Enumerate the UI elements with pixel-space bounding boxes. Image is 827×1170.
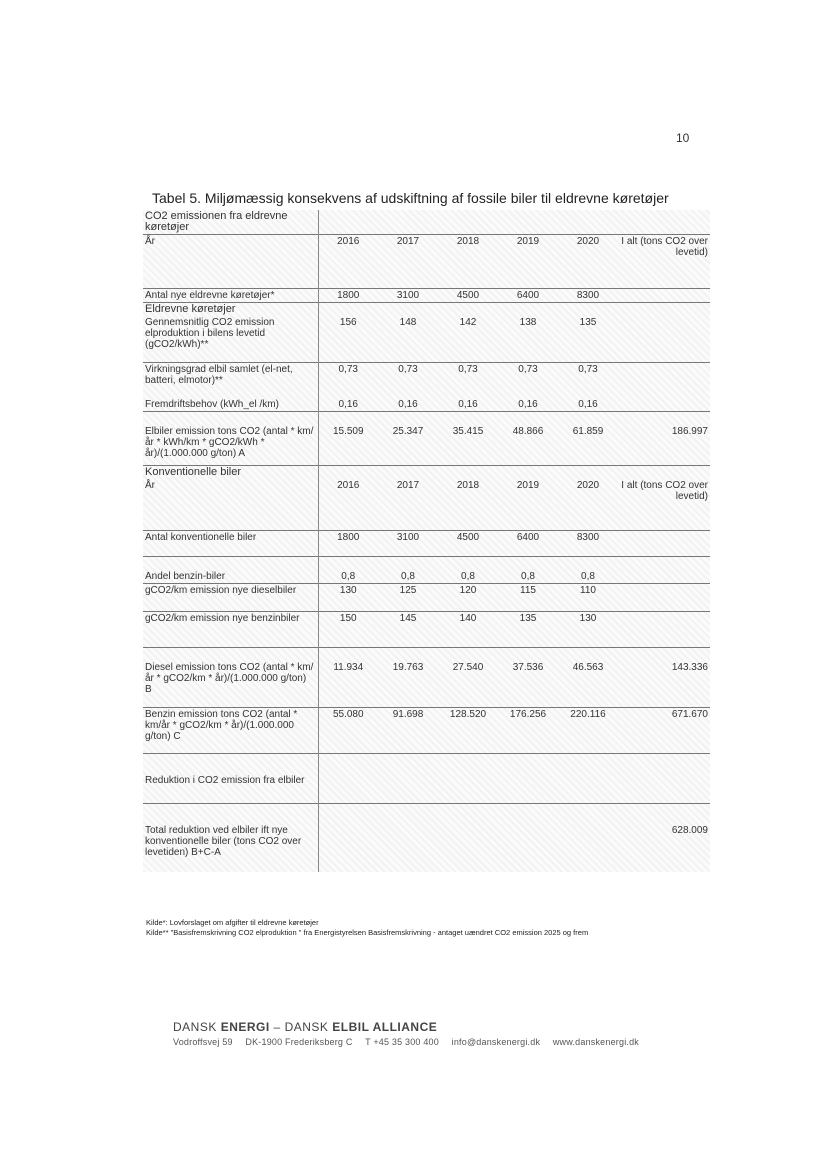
table-cell: 135 — [579, 317, 597, 328]
table-row — [143, 210, 710, 235]
row-label: Total reduktion ved elbiler ift nye konventionelle biler (tons CO2 over levetiden) B+C-A — [143, 824, 318, 872]
table-cell: 138 — [519, 317, 537, 328]
table-cell: 11.934 — [333, 662, 364, 673]
table-row — [143, 648, 710, 662]
table-cell: 19.763 — [392, 662, 424, 673]
row-label: gCO2/km emission nye dieselbiler — [143, 584, 318, 612]
year-cell: 2020 — [558, 235, 618, 289]
table-cell: 3100 — [378, 531, 438, 557]
row-label: gCO2/km emission nye benzinbiler — [143, 612, 318, 648]
table-cell: 8300 — [558, 289, 618, 303]
table-cell: 150 — [318, 612, 378, 648]
table-cell: 91.698 — [378, 707, 438, 753]
brand-word: ENERGI — [220, 1020, 270, 1034]
total-header: I alt (tons CO2 over levetid) — [621, 479, 708, 502]
total-header: I alt (tons CO2 over levetid) — [618, 235, 710, 289]
table-cell: 176.256 — [498, 707, 558, 753]
table-cell: 46.563 — [572, 662, 604, 673]
row-label: Antal nye eldrevne køretøjer* — [143, 289, 318, 303]
row-label: Diesel emission tons CO2 (antal * km/år * gCO2/km * år)/(1.000.000 g/ton) B — [143, 661, 318, 707]
table-cell: 0,16 — [578, 399, 598, 410]
brand-word: DANSK — [173, 1020, 217, 1034]
row-label: Elbiler emission tons CO2 (antal * km/år * kWh/km * gCO2/kWh * år)/(1.000.000 g/ton) A — [143, 425, 318, 465]
row-label: Virkningsgrad elbil samlet (el-net, batteri, elmotor)** — [143, 362, 318, 398]
table-row — [143, 289, 710, 303]
row-label: Reduktion i CO2 emission fra elbiler — [143, 774, 318, 804]
table-cell-total: 628.009 — [671, 825, 708, 836]
table-row — [143, 303, 710, 317]
table-cell: 0,73 — [498, 362, 558, 398]
table-cell: 0,8 — [341, 571, 356, 582]
year-cell: 2017 — [378, 235, 438, 289]
table-cell: 4500 — [438, 531, 498, 557]
subheader-electric: Eldrevne køretøjer — [143, 303, 318, 317]
brand-separator: – — [273, 1020, 281, 1034]
table-cell: 0,73 — [558, 362, 618, 398]
year-cell: 2020 — [576, 479, 600, 491]
footer-web: www.danskenergi.dk — [552, 1037, 640, 1047]
table-row — [143, 584, 710, 612]
footer-city: DK-1900 Frederiksberg C — [245, 1037, 353, 1047]
table-row — [143, 612, 710, 648]
table-cell: 0,8 — [461, 571, 475, 582]
emission-table — [143, 210, 710, 872]
table-cell: 1800 — [318, 531, 378, 557]
table-cell: 0,73 — [378, 362, 438, 398]
table-cell: 115 — [498, 584, 558, 612]
table-row — [143, 235, 710, 289]
footer-email: info@danskenergi.dk — [451, 1037, 541, 1047]
page-number: 10 — [676, 131, 690, 145]
table-row — [143, 425, 710, 465]
table-row — [143, 707, 710, 753]
table-row — [143, 557, 710, 571]
table-row — [143, 316, 710, 362]
table-row — [143, 479, 710, 531]
table-title: Tabel 5. Miljømæssig konsekvens af udskiftning af fossile biler til eldrevne køretøjer — [152, 190, 669, 206]
table-cell: 125 — [378, 584, 438, 612]
table-row — [143, 824, 710, 872]
table-cell: 110 — [558, 584, 618, 612]
table-cell: 0,16 — [338, 399, 358, 410]
source-note: Kilde** "Basisfremskrivning CO2 elproduktion " fra Energistyrelsen Basisfremskrivning - antaget uændret CO2 emission 2025 og frem — [146, 928, 589, 937]
table-row — [143, 753, 710, 774]
footer-address: Vodroffsvej 59 — [173, 1037, 233, 1047]
year-label: År — [143, 235, 318, 289]
table-cell: 148 — [399, 317, 417, 328]
table-row — [143, 362, 710, 398]
footer-phone: T +45 35 300 400 — [365, 1037, 439, 1047]
table-cell: 140 — [438, 612, 498, 648]
table-cell-total: 186.997 — [671, 426, 708, 437]
year-cell: 2019 — [516, 479, 540, 491]
table-cell: 220.116 — [558, 707, 618, 753]
table-cell: 0,8 — [581, 571, 595, 582]
table-row — [143, 412, 710, 426]
table-cell: 8300 — [558, 531, 618, 557]
table-cell: 0,8 — [401, 571, 415, 582]
year-cell: 2019 — [498, 235, 558, 289]
table-cell: 61.859 — [572, 426, 604, 437]
table-cell: 0,73 — [438, 362, 498, 398]
table-cell: 120 — [438, 584, 498, 612]
table-cell: 0,16 — [458, 399, 478, 410]
row-label: Antal konventionelle biler — [143, 531, 318, 557]
table-cell: 0,16 — [518, 399, 538, 410]
brand-word: ELBIL ALLIANCE — [332, 1020, 438, 1034]
year-cell: 2016 — [337, 479, 360, 491]
table-cell: 4500 — [438, 289, 498, 303]
table-cell-total: 143.336 — [671, 662, 708, 673]
table-cell: 15.509 — [332, 426, 364, 437]
row-label: Benzin emission tons CO2 (antal * km/år * gCO2/km * år)/(1.000.000 g/ton) C — [143, 707, 318, 753]
emission-table-container — [143, 210, 710, 872]
table-row — [143, 774, 710, 804]
table-row — [143, 465, 710, 479]
year-cell: 2018 — [456, 479, 480, 491]
table-cell: 128.520 — [438, 707, 498, 753]
table-cell: 1800 — [318, 289, 378, 303]
table-cell: 55.080 — [318, 707, 378, 753]
table-row — [143, 804, 710, 825]
table-cell: 0,8 — [521, 571, 535, 582]
brand-word: DANSK — [284, 1020, 329, 1034]
table-cell: 35.415 — [452, 426, 484, 437]
table-row — [143, 531, 710, 557]
row-label: Andel benzin-biler — [143, 570, 318, 584]
table-cell-total: 671.670 — [618, 707, 710, 753]
source-note: Kilde*: Lovforslaget om afgifter til eldrevne køretøjer — [146, 918, 319, 927]
table-cell: 130 — [318, 584, 378, 612]
table-cell: 48.866 — [512, 426, 544, 437]
table-row — [143, 661, 710, 707]
year-cell: 2018 — [438, 235, 498, 289]
section-header-electric: CO2 emissionen fra eldrevne køretøjer — [143, 210, 318, 235]
table-cell: 6400 — [498, 289, 558, 303]
footer-contact — [173, 1037, 649, 1047]
table-cell: 37.536 — [512, 662, 544, 673]
row-label: Gennemsnitlig CO2 emission elproduktion i bilens levetid (gCO2/kWh)** — [143, 316, 318, 362]
table-cell: 0,73 — [318, 362, 378, 398]
table-cell: 156 — [339, 317, 357, 328]
table-cell: 3100 — [378, 289, 438, 303]
year-cell: 2016 — [318, 235, 378, 289]
table-cell: 0,16 — [398, 399, 418, 410]
table-cell: 130 — [558, 612, 618, 648]
table-cell: 27.540 — [452, 662, 484, 673]
footer-brand — [173, 1020, 649, 1034]
source-notes — [146, 918, 716, 938]
table-cell: 6400 — [498, 531, 558, 557]
row-label: Fremdriftsbehov (kWh_el /km) — [143, 398, 318, 412]
table-cell: 25.347 — [392, 426, 424, 437]
year-cell: 2017 — [396, 479, 420, 491]
table-cell: 135 — [498, 612, 558, 648]
table-cell: 142 — [459, 317, 477, 328]
footer — [173, 1020, 649, 1047]
section-header-conventional: Konventionelle biler — [143, 465, 318, 479]
year-label: År — [143, 479, 318, 531]
table-row — [143, 570, 710, 584]
table-row — [143, 398, 710, 412]
table-cell: 145 — [378, 612, 438, 648]
